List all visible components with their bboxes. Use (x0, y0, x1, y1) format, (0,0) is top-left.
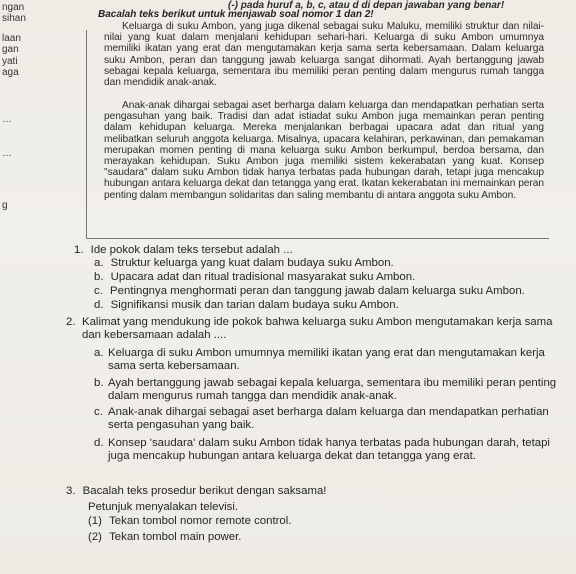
passage-header (98, 9, 374, 20)
margin-fragment: yati (2, 56, 18, 67)
option-text: Signifikansi musik dan tarian dalam budaya suku Ambon. (110, 299, 399, 311)
option-text: Upacara adat dan ritual tradisional masyarakat suku Ambon. (110, 271, 416, 283)
option-letter: b. (94, 377, 104, 389)
option-text: Anak-anak dihargai sebagai aset berharga dalam keluarga dan mendapatkan perhatian serta pengasuhan yang baik. (108, 406, 549, 432)
margin-fragment: sihan (2, 13, 26, 24)
option-text: Struktur keluarga yang kuat dalam budaya suku Ambon. (110, 257, 394, 269)
question-3 (66, 485, 556, 498)
question-text: Bacalah teks prosedur berikut dengan saksama! (82, 485, 327, 497)
procedure-step-1 (88, 515, 291, 528)
instruction-line: (-) pada huruf a, b, c, atau d di depan jawaban yang benar! (228, 0, 505, 11)
option-letter: b. (94, 271, 104, 283)
step-number: (1) (88, 515, 102, 527)
passage-paragraph-2: Anak-anak dihargai sebagai aset berharga dalam keluarga dan mendapatkan perhatian serta pengasuhan yang baik. Tradisi dan adat istiadat suku Ambon juga memainkan peran penting dalam kehidupan keluarga. Mereka menjalankan berbagai upacara adat dan ritual yang melibatkan seluruh anggota keluarga. Misalnya, upacara kelahiran, perkawinan, dan pemakaman merupakan momen penting di mana keluarga suku Ambon berkumpul, berdoa bersama, dan merayakan kehidupan. Suku Ambon juga memiliki sistem kekerabatan yang kuat. Konsep "saudara" dalam suku Ambon tidak hanya terbatas pada hubungan darah, tetapi juga mencakup hubungan antara keluarga dekat dan tetangga yang erat. Ikatan kekerabatan ini memainkan peran penting dalam membangun solidaritas dan saling membantu di antara anggota suku Ambon. (104, 100, 544, 201)
question-2 (66, 316, 566, 343)
margin-fragment: gan (2, 44, 19, 55)
step-text: Tekan tombol main power. (109, 531, 242, 543)
q1-option-d[interactable] (94, 299, 554, 312)
option-letter: c. (94, 406, 103, 418)
q1-option-c[interactable] (94, 285, 564, 298)
q2-option-c[interactable] (94, 406, 564, 433)
question-text: Kalimat yang mendukung ide pokok bahwa keluarga suku Ambon mengutamakan kerja sama dan kebersamaan adalah .... (82, 316, 553, 342)
passage-header-text: Bacalah teks berikut untuk menjawab soal nomor 1 dan 2! (98, 9, 374, 20)
option-letter: a. (94, 347, 104, 359)
option-text: Konsep 'saudara' dalam suku Ambon tidak hanya terbatas pada hubungan darah, tetapi juga mencakup hubungan antara keluarga dekat dan tetangga yang erat. (108, 437, 550, 463)
question-1 (74, 244, 293, 257)
question-number: 1. (74, 244, 84, 256)
margin-fragment: aga (2, 67, 19, 78)
q1-option-b[interactable] (94, 271, 554, 284)
option-text: Keluarga di suku Ambon umumnya memiliki ikatan yang erat dan mengutamakan kerja sama serta kebersamaan. (108, 347, 545, 373)
option-letter: c. (94, 285, 103, 297)
margin-fragment: … (2, 148, 12, 159)
q2-option-d[interactable] (94, 437, 564, 464)
question-number: 3. (66, 485, 76, 497)
option-text: Pentingnya menghormati peran dan tanggung jawab dalam keluarga suku Ambon. (110, 285, 525, 297)
q2-option-b[interactable] (94, 377, 564, 404)
option-letter: d. (94, 299, 104, 311)
margin-fragment: laan (2, 33, 21, 44)
q1-option-a[interactable] (94, 257, 554, 270)
procedure-title: Petunjuk menyalakan televisi. (88, 501, 239, 513)
question-number: 2. (66, 316, 76, 328)
question-text: Ide pokok dalam teks tersebut adalah ... (90, 244, 293, 256)
passage-paragraph-1: Keluarga di suku Ambon, yang juga dikenal sebagai suku Maluku, memiliki struktur dan nilai-nilai yang kuat dalam menjalani kehidupan sehari-hari. Keluarga di suku Ambon umumnya memiliki ikatan yang erat dan mengutamakan kerja sama serta kebersamaan. Dalam keluarga suku Ambon, peran dan tanggung jawab keluarga sangat dihormati. Ayah bertanggung jawab sebagai kepala keluarga, sementara ibu memiliki peran penting dalam mengurus rumah tangga dan mendidik anak-anak. (104, 21, 544, 89)
step-text: Tekan tombol nomor remote control. (109, 515, 292, 527)
option-letter: d. (94, 437, 104, 449)
step-number: (2) (88, 531, 102, 543)
margin-fragment: ngan (2, 2, 25, 13)
margin-fragment: … (2, 114, 12, 125)
option-letter: a. (94, 257, 104, 269)
procedure-step-2 (88, 531, 241, 544)
option-text: Ayah bertanggung jawab sebagai kepala keluarga, sementara ibu memiliki peran penting dalam mengurus rumah tangga dan mendidik anak-anak. (108, 377, 557, 403)
q2-option-a[interactable] (94, 347, 564, 374)
margin-fragment: g (2, 200, 8, 211)
